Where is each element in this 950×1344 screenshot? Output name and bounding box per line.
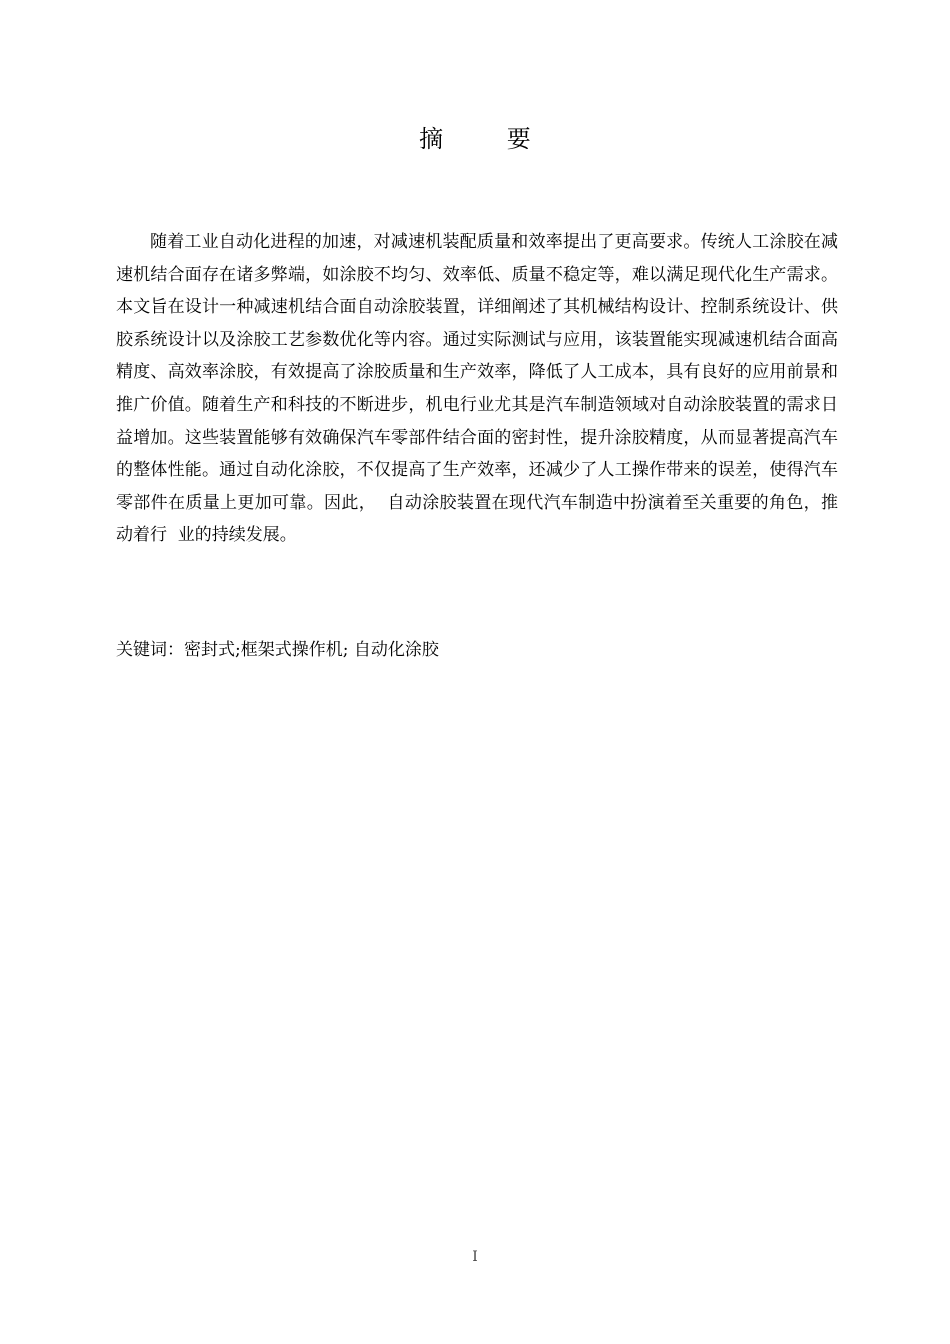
page-title: 摘 要 bbox=[419, 125, 559, 153]
keywords-line: 关键词：密封式;框架式操作机; 自动化涂胶 bbox=[116, 640, 439, 660]
page-number: I bbox=[472, 1249, 478, 1265]
abstract-paragraph: 随着工业自动化进程的加速，对减速机装配质量和效率提出了更高要求。传统人工涂胶在减速机结合面存在诸多弊端，如涂胶不均匀、效率低、质量不稳定等，难以满足现代化生产需求。本文旨在设计一种减速机结合面自动涂胶装置，详细阐述了其机械结构设计、控制系统设计、供胶系统设计以及涂胶工艺参数优化等内容。通过实际测试与应用，该装置能实现减速机结合面高精度、高效率涂胶，有效提高了涂胶质量和生产效率，降低了人工成本，具有良好的应用前景和推广价值。随着生产和科技的不断进步，机电行业尤其是汽车制造领域对自动涂胶装置的需求日益增加。这些装置能够有效确保汽车零部件结合面的密封性，提升涂胶精度，从而显著提高汽车的整体性能。通过自动化涂胶，不仅提高了生产效率，还减少了人工操作带来的误差，使得汽车零部件在质量上更加可靠。因此， 自动涂胶装置在现代汽车制造中扮演着至关重要的角色，推动着行 业的持续发展。 bbox=[116, 232, 838, 546]
